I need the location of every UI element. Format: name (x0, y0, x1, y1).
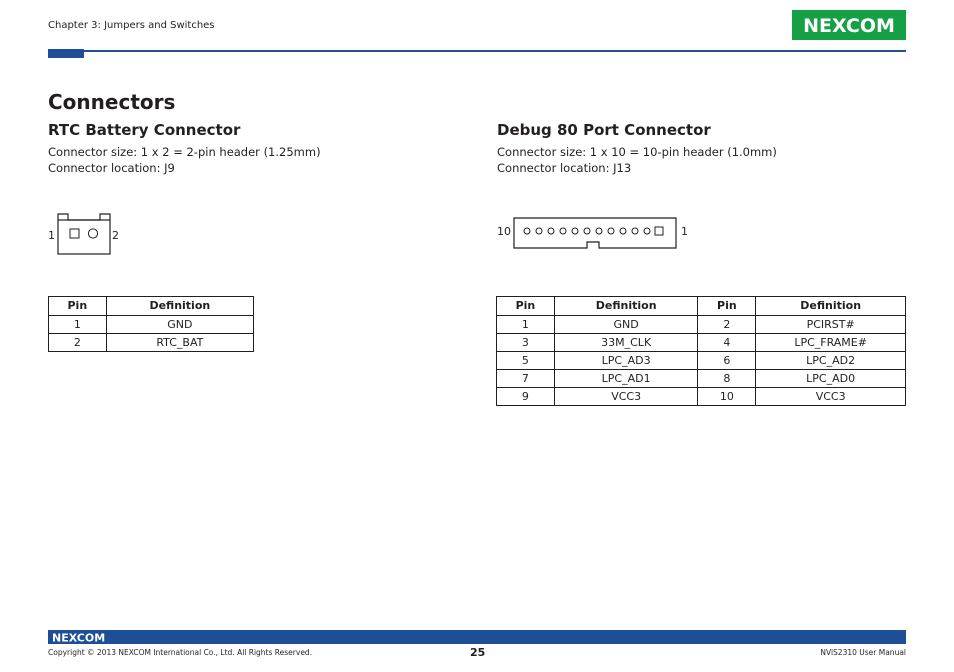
table-cell: 4 (698, 334, 756, 352)
rtc-connector-size: Connector size: 1 x 2 = 2-pin header (1.25mm) (48, 145, 321, 159)
rtc-pin-label-right: 2 (112, 229, 119, 242)
header-rule (48, 50, 906, 52)
column-header: Pin (698, 297, 756, 316)
footer-corner-square (897, 638, 906, 644)
column-header: Definition (756, 297, 906, 316)
table-row (497, 388, 906, 406)
debug-section-title: Debug 80 Port Connector (497, 121, 711, 139)
table-cell: 7 (497, 370, 555, 388)
table-row (497, 316, 906, 334)
rtc-section-title: RTC Battery Connector (48, 121, 241, 139)
table-cell: VCC3 (554, 388, 698, 406)
table-cell: 2 (49, 334, 107, 352)
rtc-connector-info (48, 144, 321, 176)
table-cell: 1 (49, 316, 107, 334)
footer-band (48, 630, 906, 644)
table-cell: 10 (698, 388, 756, 406)
svg-text:NEXCOM: NEXCOM (803, 15, 895, 37)
table-cell: GND (554, 316, 698, 334)
table-header-row (49, 297, 254, 316)
table-row (49, 316, 254, 334)
column-header: Definition (554, 297, 698, 316)
rtc-pin-label-left: 1 (48, 229, 55, 242)
table-header-row (497, 297, 906, 316)
table-cell: LPC_AD3 (554, 352, 698, 370)
table-row (49, 334, 254, 352)
debug-pin-table (496, 296, 906, 406)
debug-pin-label-right: 1 (681, 225, 688, 238)
table-row (497, 352, 906, 370)
manual-title: NViS2310 User Manual (820, 648, 906, 657)
table-cell: 9 (497, 388, 555, 406)
rtc-connector-location: Connector location: J9 (48, 161, 175, 175)
svg-text:NEXCOM: NEXCOM (52, 631, 106, 644)
column-header: Pin (497, 297, 555, 316)
chapter-title: Chapter 3: Jumpers and Switches (48, 20, 215, 31)
table-cell: RTC_BAT (106, 334, 253, 352)
footer-corner-square (889, 630, 896, 637)
copyright-text: Copyright © 2013 NEXCOM International Co., Ltd. All Rights Reserved. (48, 648, 313, 657)
nexcom-logo (792, 10, 906, 40)
table-cell: 5 (497, 352, 555, 370)
table-cell: 1 (497, 316, 555, 334)
table-cell: 8 (698, 370, 756, 388)
table-row (497, 370, 906, 388)
debug-connector-diagram (510, 214, 680, 258)
page-title: Connectors (48, 90, 176, 114)
table-cell: LPC_AD2 (756, 352, 906, 370)
footer-nexcom-logo (52, 630, 112, 644)
table-cell: PCIRST# (756, 316, 906, 334)
table-cell: 2 (698, 316, 756, 334)
debug-pin-label-left: 10 (497, 225, 511, 238)
debug-connector-info (497, 144, 777, 176)
table-cell: 3 (497, 334, 555, 352)
header-tab-marker (48, 49, 84, 58)
page-number: 25 (470, 646, 486, 659)
table-cell: LPC_FRAME# (756, 334, 906, 352)
table-row (497, 334, 906, 352)
column-header: Pin (49, 297, 107, 316)
column-header: Definition (106, 297, 253, 316)
debug-connector-size: Connector size: 1 x 10 = 10-pin header (1.0mm) (497, 145, 777, 159)
debug-connector-location: Connector location: J13 (497, 161, 632, 175)
table-cell: VCC3 (756, 388, 906, 406)
rtc-pin-table (48, 296, 254, 352)
table-cell: 6 (698, 352, 756, 370)
table-cell: 33M_CLK (554, 334, 698, 352)
table-cell: GND (106, 316, 253, 334)
footer-corner-square (889, 638, 896, 644)
table-cell: LPC_AD0 (756, 370, 906, 388)
table-cell: LPC_AD1 (554, 370, 698, 388)
